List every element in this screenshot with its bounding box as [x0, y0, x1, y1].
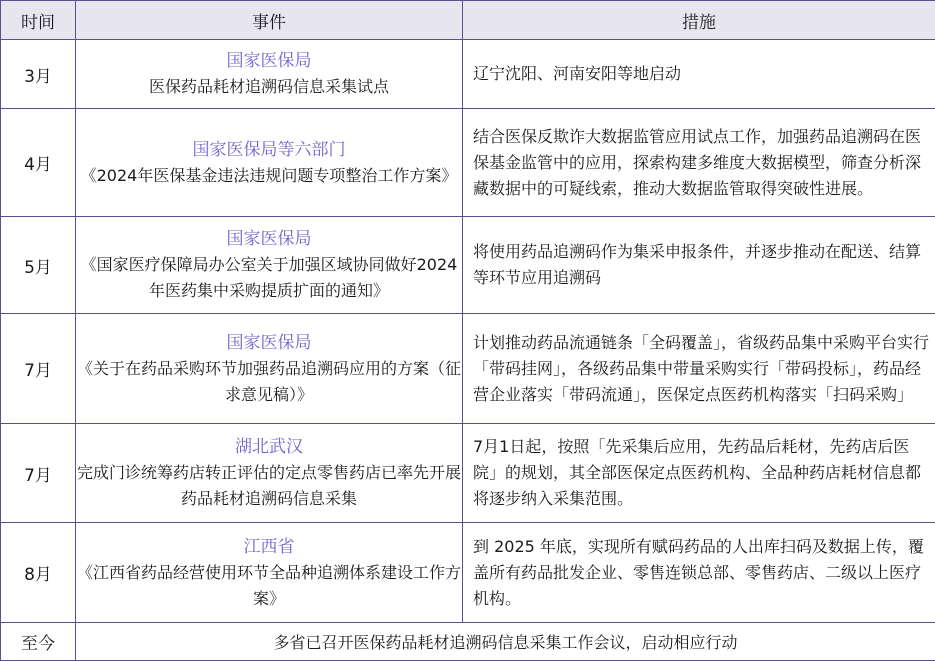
row-time: 4月 — [1, 109, 76, 217]
header-time: 时间 — [1, 1, 76, 40]
row-event — [76, 40, 463, 109]
row-measure: 结合医保反欺诈大数据监管应用试点工作，加强药品追溯码在医保基金监管中的应用，探索构建多维度大数据模型，筛查分析深藏数据中的可疑线索，推动大数据监管取得突破性进展。 — [463, 109, 935, 217]
summary-text: 多省已召开医保药品耗材追溯码信息采集工作会议，启动相应行动 — [76, 623, 935, 661]
row-time: 3月 — [1, 40, 76, 109]
row-agency: 国家医保局 — [76, 226, 462, 252]
table-row — [1, 523, 935, 623]
table-row — [1, 109, 935, 217]
row-agency: 国家医保局等六部门 — [76, 137, 462, 163]
row-measure: 辽宁沈阳、河南安阳等地启动 — [463, 40, 935, 109]
row-measure: 将使用药品追溯码作为集采申报条件，并逐步推动在配送、结算等环节应用追溯码 — [463, 217, 935, 314]
header-measure: 措施 — [463, 1, 935, 40]
row-time: 7月 — [1, 424, 76, 523]
table-header-row — [1, 1, 935, 40]
row-agency: 江西省 — [76, 534, 462, 560]
row-event — [76, 424, 463, 523]
row-time: 7月 — [1, 314, 76, 424]
row-doc: 《关于在药品采购环节加强药品追溯码应用的方案（征求意见稿）》 — [76, 356, 462, 408]
table-row — [1, 314, 935, 424]
row-doc: 《2024年医保基金违法违规问题专项整治工作方案》 — [76, 163, 462, 189]
table-row — [1, 424, 935, 523]
row-event — [76, 217, 463, 314]
row-agency: 湖北武汉 — [76, 434, 462, 460]
header-event: 事件 — [76, 1, 463, 40]
row-agency: 国家医保局 — [76, 330, 462, 356]
row-doc: 完成门诊统筹药店转正评估的定点零售药店已率先开展药品耗材追溯码信息采集 — [76, 460, 462, 512]
row-doc: 《江西省药品经营使用环节全品种追溯体系建设工作方案》 — [76, 560, 462, 612]
row-measure: 计划推动药品流通链条「全码覆盖」，省级药品集中采购平台实行「带码挂网」，各级药品集中带量采购实行「带码投标」，药品经营企业落实「带码流通」，医保定点医药机构落实「扫码采购」 — [463, 314, 935, 424]
row-event — [76, 523, 463, 623]
row-event — [76, 314, 463, 424]
row-doc: 医保药品耗材追溯码信息采集试点 — [76, 74, 462, 100]
row-time: 5月 — [1, 217, 76, 314]
summary-time: 至今 — [1, 623, 76, 661]
row-time: 8月 — [1, 523, 76, 623]
row-measure: 7月1日起，按照「先采集后应用，先药品后耗材，先药店后医院」的规划，其全部医保定点医药机构、全品种药店耗材信息都将逐步纳入采集范围。 — [463, 424, 935, 523]
row-doc: 《国家医疗保障局办公室关于加强区域协同做好2024年医药集中采购提质扩面的通知》 — [76, 252, 462, 304]
table-row-summary — [1, 623, 935, 661]
table-row — [1, 217, 935, 314]
row-event — [76, 109, 463, 217]
table-row — [1, 40, 935, 109]
row-agency: 国家医保局 — [76, 48, 462, 74]
row-measure: 到 2025 年底，实现所有赋码药品的人出库扫码及数据上传，覆盖所有药品批发企业、零售连锁总部、零售药店、二级以上医疗机构。 — [463, 523, 935, 623]
